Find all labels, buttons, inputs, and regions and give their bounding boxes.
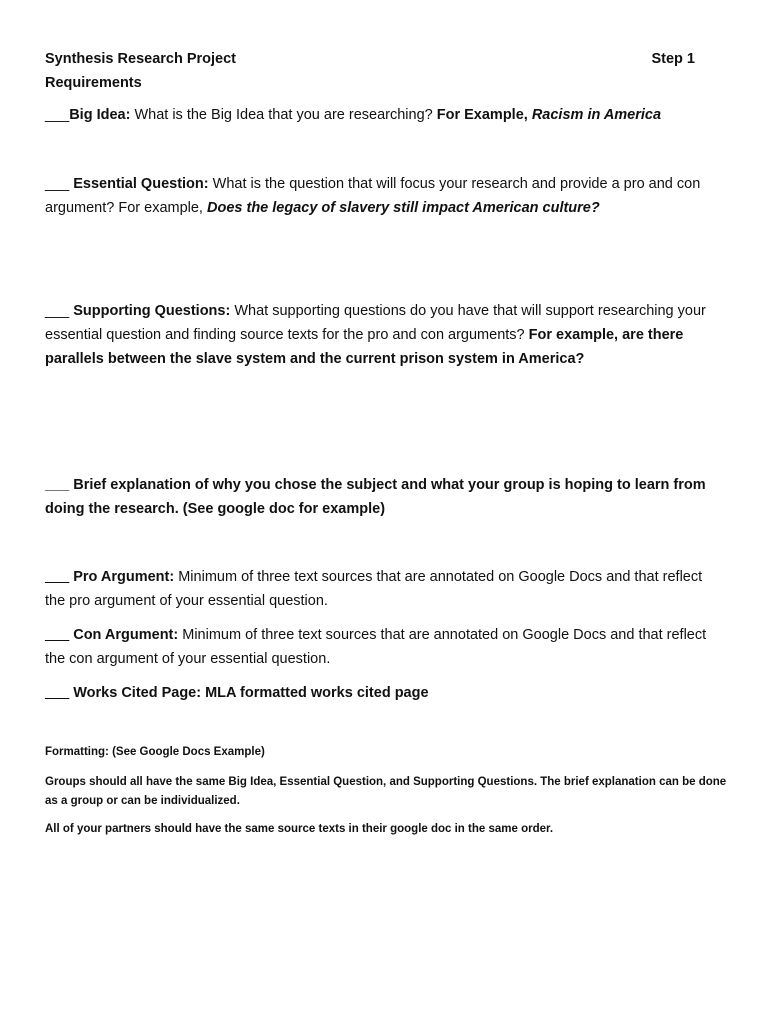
supporting-questions-text: What supporting questions do you have that will support researching your essential question and finding source texts for the pro and con arguments?	[45, 303, 706, 343]
document-header	[45, 47, 695, 95]
supporting-questions-item	[45, 299, 725, 371]
big-idea-label: Big Idea:	[69, 107, 131, 123]
big-idea-text: What is the Big Idea that you are researching?	[130, 107, 437, 123]
formatting-heading: Formatting: (See Google Docs Example)	[45, 746, 265, 758]
essential-question-example: Does the legacy of slavery still impact American culture?	[207, 200, 600, 216]
step-label: Step 1	[651, 51, 695, 67]
checkbox-blank: ___	[45, 627, 70, 643]
document-subtitle: Requirements	[45, 75, 142, 91]
essential-question-text: What is the question that will focus your research and provide a pro and con argument? For example,	[45, 176, 701, 216]
con-argument-text: Minimum of three text sources that are annotated on Google Docs and that reflect the con argument of your essential question.	[45, 627, 707, 667]
works-cited-text: Works Cited Page: MLA formatted works cited page	[69, 685, 429, 701]
document-title: Synthesis Research Project	[45, 51, 237, 67]
big-idea-item	[45, 103, 725, 127]
formatting-paragraph-groups: Groups should all have the same Big Idea, Essential Question, and Supporting Questions. The brief explanation can be done as a group or can be individualized.	[45, 776, 727, 807]
checkbox-blank: ___	[45, 569, 70, 585]
con-argument-item	[45, 623, 725, 671]
con-argument-label: Con Argument:	[69, 627, 179, 643]
formatting-paragraph-partners: All of your partners should have the same source texts in their google doc in the same order.	[45, 823, 554, 835]
supporting-questions-label: Supporting Questions:	[69, 303, 231, 319]
works-cited-item	[45, 681, 725, 705]
checkbox-blank: ___	[45, 176, 70, 192]
checkbox-blank: ___	[45, 685, 70, 701]
essential-question-label: Essential Question:	[69, 176, 209, 192]
big-idea-example-label: For Example,	[436, 107, 528, 123]
supporting-questions-example: For example, are there parallels between the slave system and the current prison system in America?	[45, 327, 684, 367]
checkbox-blank: ___	[45, 303, 70, 319]
pro-argument-label: Pro Argument:	[69, 569, 175, 585]
big-idea-example: Racism in America	[527, 107, 662, 123]
essential-question-item	[45, 172, 725, 220]
checkbox-blank: ___	[45, 107, 70, 123]
pro-argument-item	[45, 565, 725, 613]
brief-explanation-item: ___ Brief explanation of why you chose the subject and what your group is hoping to learn from doing the research. (See google doc for example)	[45, 477, 706, 517]
pro-argument-text: Minimum of three text sources that are annotated on Google Docs and that reflect the pro argument of your essential question.	[45, 569, 703, 609]
